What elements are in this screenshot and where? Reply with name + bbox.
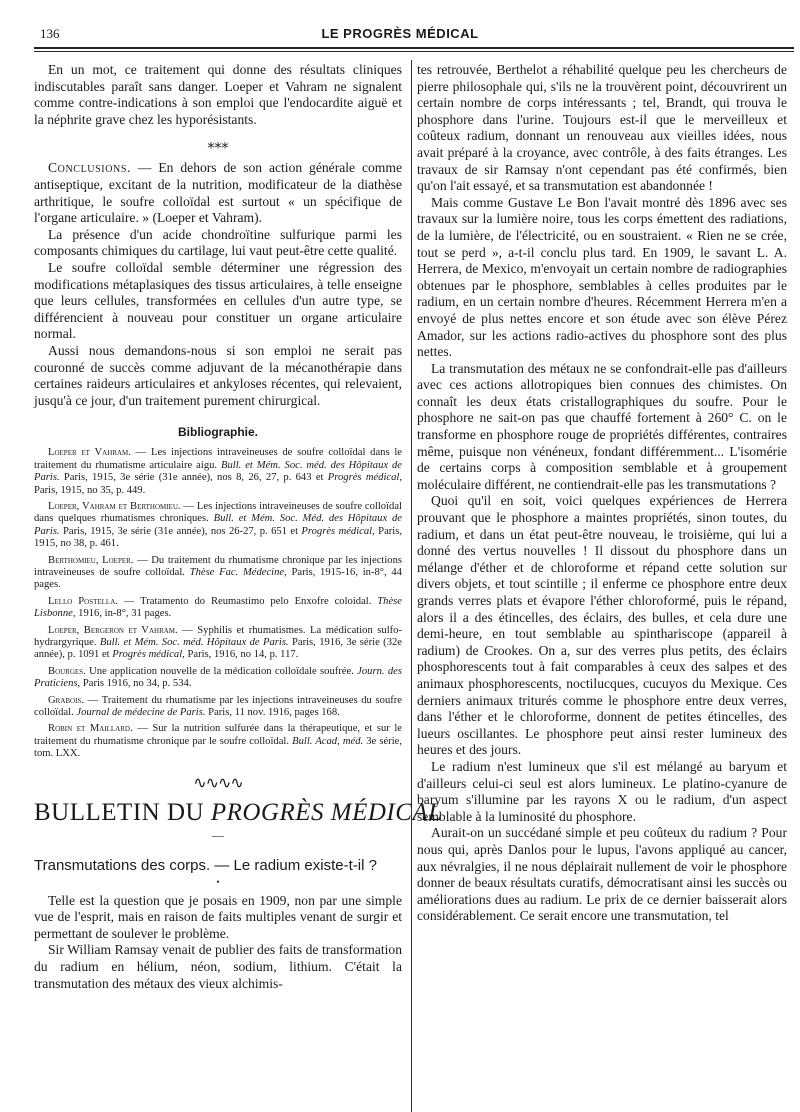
bib-text: 1916, in-8°, 31 pages.	[75, 608, 172, 620]
bib-text: — Les injections intraveineuses de soufre colloïdal dans quelques rhumatismes chroniques.	[34, 500, 402, 525]
asterism: ⁎⁎⁎	[207, 137, 229, 153]
bib-journal: Progrès médical,	[327, 472, 403, 484]
conclusions-text: — En dehors de son action générale comme antiseptique, excitant de la nutrition, modificateur de la diathèse arthritique, le soufre colloïdal est surtout « un spécifique de l'organe articulaire. » (Loeper et Vahram).	[34, 160, 402, 226]
bib-journal: Journal de médecine de Paris.	[76, 707, 206, 718]
bib-text: — Du traitement du rhumatisme chronique par les injections intraveineuses de soufre colloïdal.	[34, 554, 403, 578]
paragraph: Le soufre colloïdal semble déterminer une régression des modifications métaplasiques des tissus articulaires, à telle enseigne que leurs cellules, transformées en cellules d'un autre type, se différencient à nouveau pour constituer un organe articulaire normal.	[34, 259, 402, 342]
bulletin-heading-prefix: BULLETIN DU	[34, 798, 211, 826]
bibliography-list	[34, 447, 402, 760]
paragraph: En un mot, ce traitement qui donne des résultats cliniques indiscutables paraît sans danger. Loeper et Vahram ne signalent comme contre-indications à son emploi que l'endocardite aiguë et la néphrite grave chez les hyporésistants.	[34, 62, 402, 127]
right-column	[417, 62, 787, 925]
bib-text: Paris, 1915, 3e série (31e année), nos 8, 26, 27, p. 643 et	[59, 472, 328, 484]
bib-author: Loeper et Vahram.	[48, 447, 131, 459]
paragraph: Aurait-on un succédané simple et peu coûteux du radium ? Pour nous qui, après Danlos pour le lupus, l'avons appliqué au cancer, aux névralgies, il ne nous déplairait nullement de voir le phosphore donner de beaux résultats curatifs, démocratisant ainsi les succès ou améliorations dues au radium. Le prix de ce dernier baisserait alors considérablement. Ce serait encore une transmutation, tel	[417, 825, 787, 924]
bib-author: Bourges.	[48, 665, 86, 677]
bibliography-entry	[34, 447, 402, 497]
bib-text: — Sur la nutrition sulfurée dans la thérapeutique, et sur le traitement du rhumatisme chronique par le soufre colloïdal.	[34, 723, 402, 747]
bib-journal: Bull. et Mém. Soc. méd. Hôpitaux de Paris.	[99, 636, 289, 648]
bulletin-heading-journal: PROGRÈS MÉDICAL	[210, 798, 443, 826]
article-subheading: Transmutations des corps. — Le radium existe-t-il ?	[34, 856, 377, 874]
bib-text: Paris, 1916, 3e série (32e année), p. 1091 et	[34, 636, 402, 661]
bib-text: Paris, 1915, 3e série (31e année), nos 26-27, p. 651 et	[59, 525, 302, 537]
bib-text: Paris, 1916, no 14, p. 117.	[184, 649, 299, 661]
paragraph-conclusions	[34, 160, 402, 226]
paragraph: Telle est la question que je posais en 1909, non par une simple vue de l'esprit, mais en raison de faits multiples venant de surgir et permettant de soulever le problème.	[34, 892, 402, 941]
bib-author: Loeper, Vahram et Berthomieu.	[48, 500, 181, 512]
bib-text: Une application nouvelle de la médication colloïdale soufrée.	[85, 665, 358, 677]
bib-text: — Tratamento do Reumastimo pelo Enxofre coloidal.	[117, 595, 378, 607]
ornament-divider: ∿∿∿∿	[193, 774, 243, 792]
bib-journal: Bull. et Mém. Soc. Méd. des Hôpitaux de Paris.	[34, 513, 402, 537]
bib-text: — Traitement du rhumatisme par les injections intraveineuses du soufre colloïdal.	[34, 694, 402, 718]
bib-journal: Bull. et Mém. Soc. méd. des Hôpitaux de Paris.	[34, 459, 402, 484]
bibliography-entry	[34, 501, 402, 551]
bibliography-entry	[34, 625, 402, 662]
bibliography-entry	[34, 695, 402, 720]
paragraph: Mais comme Gustave Le Bon l'avait montré dès 1896 avec ses travaux sur la lumière noire, tous les corps émettent des radiations, de la lumière, de l'électricité, ou en soustraient. « Rien ne se crée, tout se perd », a-t-il conclu plus tard. En 1909, le savant L. A. Herrera, de Mexico, m'envoyait un certain nombre de radiographies obtenues par le phosphore, semblables à celles produites par le radium, en un certain nombre d'heures. Récemment Herrera m'en a envoyé de plus nettes encore et son étude avec son élève Pérez Amador, sur les actions radio-actives du phosphore sont des plus nettes.	[417, 194, 787, 360]
bib-journal: Thèse Fac. Médecine,	[189, 566, 287, 578]
bibliography-entry	[34, 723, 402, 760]
left-column	[34, 62, 443, 992]
bib-author: Lello Postella.	[48, 595, 118, 607]
bulletin-heading	[34, 798, 443, 827]
paragraph: La transmutation des métaux ne se confondrait-elle pas d'ailleurs avec ces actions allotropiques bien connues des chimistes. On connaît les deux états cristallographiques du soufre. Pour le phosphore ne sait-on pas que chauffé fortement à 260° C. on le transforme en phosphore rouge de propriétés différentes, contraires même, puisque non vénéneux, fondant différemment... L'isomérie de certains corps à composition semblable et à groupement moléculaire différent, ne contiendrait-elle pas les transmutations ?	[417, 360, 787, 492]
bib-journal: Bull. Acad, méd.	[292, 735, 364, 747]
header-rule-thin	[34, 51, 794, 52]
bib-text: Paris, 1915, no 38, p. 461.	[34, 525, 403, 550]
small-bullet: •	[216, 876, 220, 887]
bibliography-entry	[34, 666, 402, 691]
bib-text: Paris, 1915-16, in-8°, 44 pages.	[34, 566, 402, 591]
bib-author: Grabois.	[48, 694, 84, 706]
bibliography-entry	[34, 596, 402, 621]
bib-text: Paris 1916, no 34, p. 534.	[80, 678, 192, 690]
paragraph: Le radium n'est lumineux que s'il est mélangé au baryum et d'ailleurs celui-ci seul est alors lumineux. Le platino-cyanure de baryum s'illumine par les rayons X ou le radium, d'un aspect semblable à la luminosité du phosphore.	[417, 758, 787, 824]
running-head: LE PROGRÈS MÉDICAL	[321, 26, 479, 41]
header-rule	[34, 47, 794, 49]
bib-text: Paris, 11 nov. 1916, pages 168.	[205, 707, 340, 718]
bib-journal: Progrès médical,	[112, 649, 185, 661]
page-number: 136	[40, 26, 60, 41]
bib-journal: Progrès médical,	[301, 525, 375, 537]
column-divider	[411, 60, 412, 1112]
paragraph: Quoi qu'il en soit, voici quelques expériences de Herrera prouvant que le phosphore a maintes propriétés, sinon toutes, du radium, et dans un état peut-être nouveau, le troisième, qui lui a donné des vertus nouvelles ! Il dissout du phosphore dans un mélange d'éther et de chloroforme et répand cette solution sur divers objets, et tout scintille ; il enferme ce phosphore entre deux grands verres plats et évapore l'éther chloroformé, puis le répand, alors il a des étincelles, des éclairs, des bulles, et cela dure une demi-heure, en tout semblable au spinthariscope (appareil à radium) de Crookes. On a, sur des verres plus petits, des éclairs phosphorescents tout à fait comparables à ceux des salpes et des animaux phosphorescents, noctilucques, cucuyos du Mexique. Ces derniers animaux triturés comme le phosphore entre deux verres, dans l'éther et le chloroforme, donnent de petites étincelles, des lueurs oscillantes. Le phosphore peut ainsi rester lumineux des heures et des jours.	[417, 493, 787, 758]
bib-author: Berthomieu, Loeper.	[48, 554, 134, 566]
conclusions-label: Conclusions.	[48, 160, 132, 176]
bib-journal: Thèse Lisbonne,	[34, 595, 402, 620]
bib-author: Loeper, Bergeron et Vahram.	[48, 624, 178, 636]
bibliography-entry	[34, 555, 402, 592]
heading-dash: —	[212, 827, 224, 842]
bib-text: — Les injections intraveineuses de soufre colloïdal dans le traitement du rhumatisme articulaire aigu.	[34, 447, 403, 471]
paragraph: Aussi nous demandons-nous si son emploi ne serait pas couronné de succès comme adjuvant de la mécanothérapie dans certaines raideurs articulaires et ankyloses récentes, qui relevaient, jusqu'à ce jour, d'un traitement purement chirurgical.	[34, 342, 402, 408]
bibliography-title: Bibliographie.	[177, 425, 258, 440]
paragraph: La présence d'un acide chondroïtine sulfurique parmi les composants chimiques du cartilage, lui vaut peut-être cette qualité.	[34, 226, 402, 259]
bib-author: Robin et Maillard.	[48, 723, 133, 735]
paragraph: tes retrouvée, Berthelot a réhabilité quelque peu les chercheurs de pierre philosophale qui, s'ils ne la trouvèrent point, découvrirent un certain nombre de corps intéressants ; tel, Brandt, qui trouva le phosphore dans l'urine. Toujours est-il que le merveilleux et coûteux radium, donnant un renouveau aux vieilles idées, nous avait préparé à la croyance, avec contrôle, à des faits étranges. Les travaux de sir Ramsay n'ont cependant pas été confirmés, bien qu'on l'ait essayé, et sa transmutation est abandonnée !	[417, 62, 787, 194]
bib-journal: Journ. des Praticiens,	[34, 665, 402, 690]
bib-text: Paris, 1915, no 35, p. 449.	[34, 484, 146, 496]
paragraph: Sir William Ramsay venait de publier des faits de transformation du radium en hélium, néon, sodium, lithium. C'était la transmutation des métaux des vieux alchimis-	[34, 942, 402, 991]
bib-text: — Syphilis et rhumatismes. La médication sulfo-hydrargyrique.	[34, 624, 402, 648]
bib-text: 3e série, tom. LXX.	[34, 735, 402, 760]
